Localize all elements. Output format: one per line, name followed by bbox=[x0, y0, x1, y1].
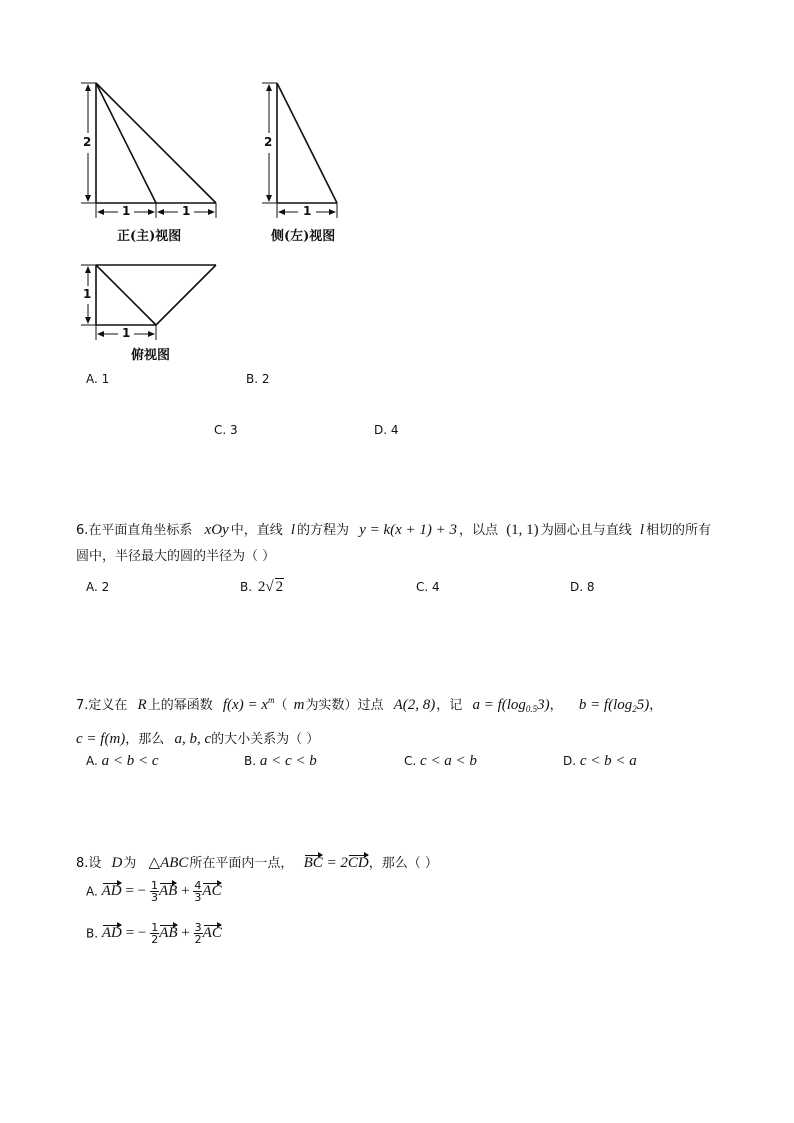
q7-stem-line1: 7.定义在 R上的幂函数 $f(x) = x^m$（ m为实数）过点 A(2, 8)，记 $a = f(\log_{0.5}3)$， $b = f(\log_25)$， bbox=[76, 695, 663, 714]
q7-math-fx: $f(x) = x^m$ bbox=[222, 695, 275, 713]
q6-stem-line1: 6.在平面直角坐标系 xOy 中，直线 l 的方程为 y = k(x + 1) + 3 ，以点 (1, 1) 为圆心且与直线 l 相切的所有 bbox=[76, 522, 712, 538]
front-dim-width-right: 1 bbox=[182, 204, 191, 218]
q7-option-c: C. c < a < b bbox=[404, 753, 477, 769]
q8-option-b: B. AD = − $\frac{1}{2}$ AB + $\frac{3}{2}$ AC bbox=[86, 921, 222, 946]
front-dim-width-left: 1 bbox=[122, 204, 131, 218]
q6-option-c: C. 4 bbox=[416, 580, 440, 594]
q6-stem-line2: 圆中，半径最大的圆的半径为（ ） bbox=[76, 549, 276, 564]
q7-math-point-a: A(2, 8) bbox=[393, 697, 436, 713]
q6-math-l: l bbox=[290, 522, 296, 538]
side-dim-height: 2 bbox=[264, 135, 273, 149]
q5-option-d: D. 4 bbox=[374, 423, 399, 437]
q8-math-vector-eq: BC = 2CD bbox=[303, 855, 369, 871]
front-dim-height: 2 bbox=[83, 135, 92, 149]
q8-math-triangle: △ABC bbox=[148, 855, 189, 871]
q6-option-a: A. 2 bbox=[86, 580, 110, 594]
q7-math-a-def: $a = f(\log_{0.5}3)$ bbox=[472, 697, 550, 714]
q8-stem: 8.设 D为 △ABC所在平面内一点， BC = 2CD，那么（ ） bbox=[76, 855, 438, 871]
q7-option-b: B. a < c < b bbox=[244, 753, 317, 769]
q7-option-d: D. c < b < a bbox=[563, 753, 637, 769]
q7-stem-line2: c = f(m)，那么 a, b, c的大小关系为（ ） bbox=[76, 731, 320, 747]
q7-math-b-def: $b = f(\log_25)$ bbox=[578, 697, 650, 714]
top-dim-width: 1 bbox=[122, 326, 131, 340]
side-view-drawing bbox=[262, 83, 337, 218]
q6-math-line-eq: y = k(x + 1) + 3 bbox=[359, 522, 458, 538]
q5-option-b: B. 2 bbox=[246, 372, 270, 386]
q6-math-point: (1, 1) bbox=[506, 522, 539, 538]
q5-option-a: A. 1 bbox=[86, 372, 110, 386]
three-view-figure bbox=[0, 0, 794, 370]
q6-option-b: B. 2√ 2 bbox=[240, 579, 284, 595]
q6-option-d: D. 8 bbox=[570, 580, 595, 594]
q6-math-xoy: xOy bbox=[204, 522, 229, 538]
q6-math-l2: l bbox=[639, 522, 645, 538]
top-dim-height: 1 bbox=[83, 287, 92, 301]
q5-option-c: C. 3 bbox=[214, 423, 238, 437]
q7-option-a: A. a < b < c bbox=[86, 753, 159, 769]
side-view-caption: 侧(左)视图 bbox=[271, 229, 336, 244]
q7-math-c-def: c = f(m) bbox=[76, 731, 126, 747]
top-view-drawing bbox=[81, 265, 216, 340]
top-view-caption: 俯视图 bbox=[131, 348, 171, 363]
q8-option-a: A. AD = − $\frac{1}{3}$ AB + $\frac{4}{3}$ AC bbox=[86, 879, 222, 904]
front-view-caption: 正(主)视图 bbox=[117, 229, 182, 244]
side-dim-width: 1 bbox=[303, 204, 312, 218]
front-view-drawing bbox=[81, 83, 216, 218]
